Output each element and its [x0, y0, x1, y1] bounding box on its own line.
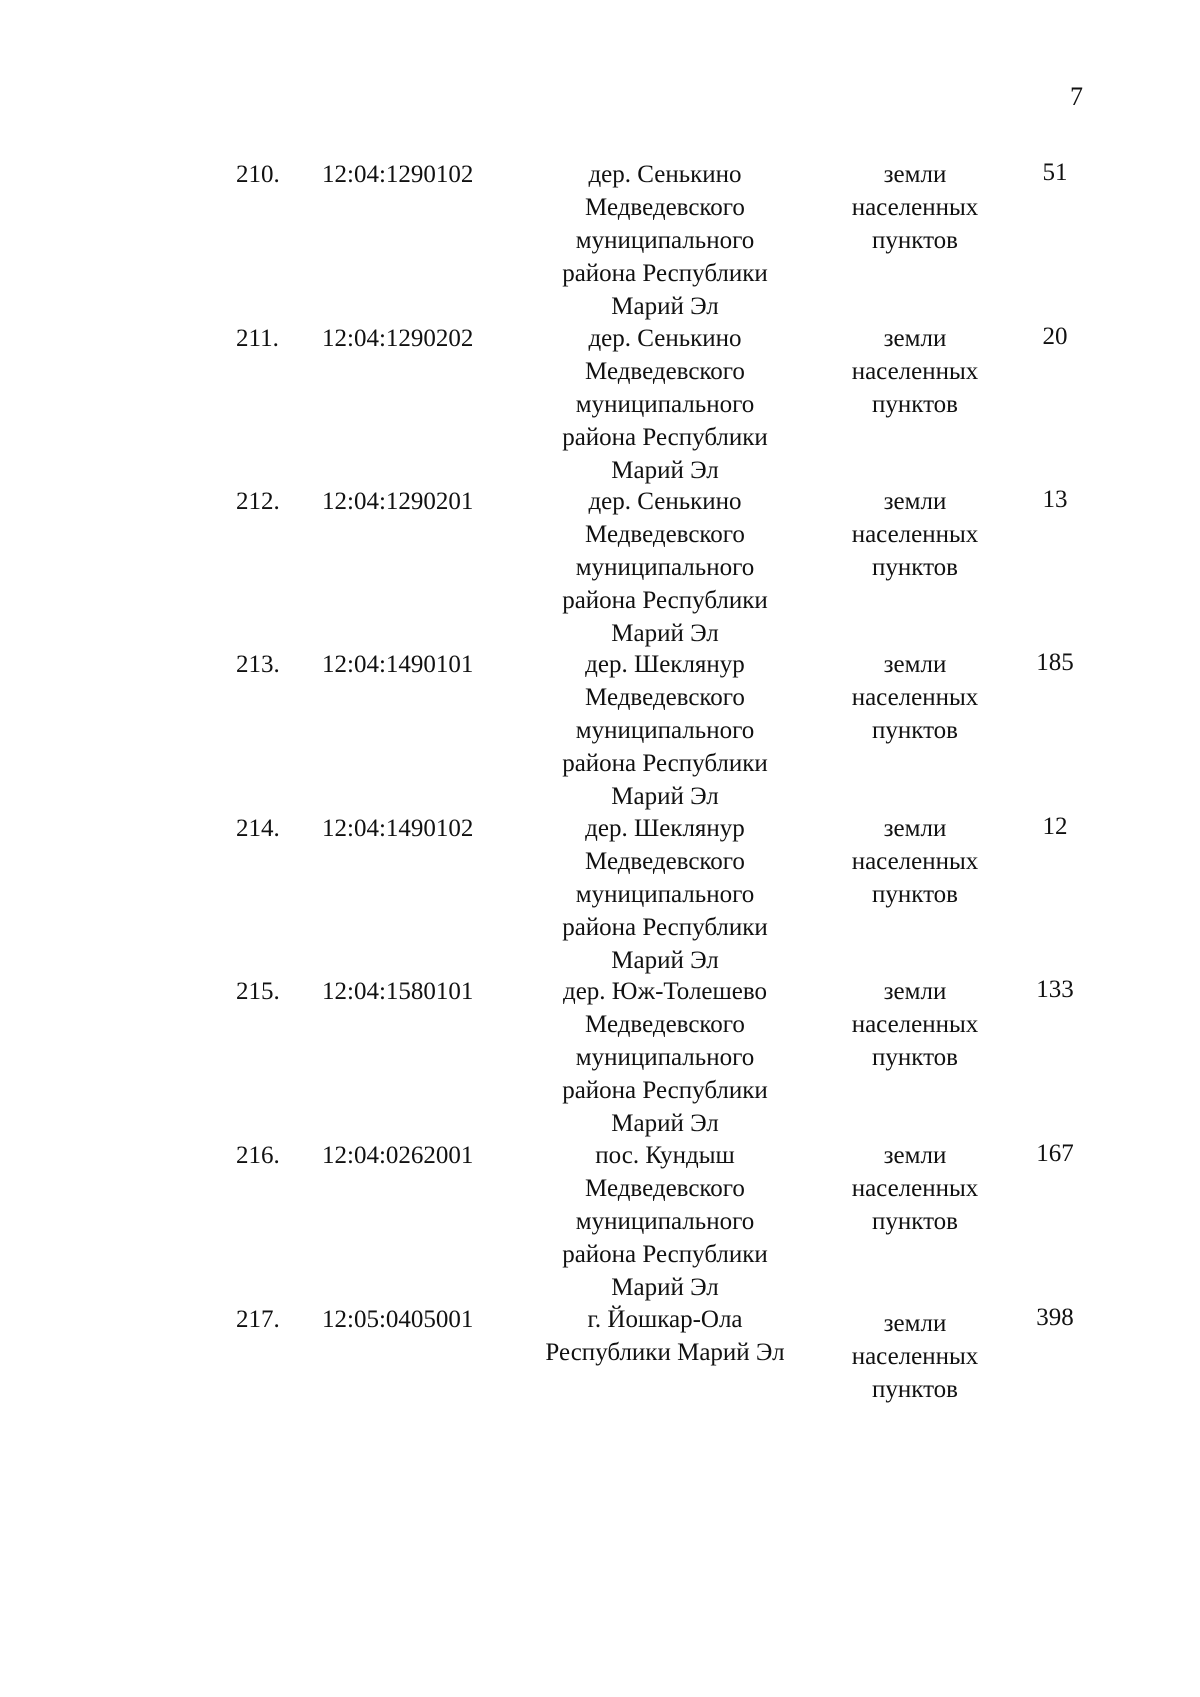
- area-value: 185: [1036, 649, 1074, 676]
- land-category: [820, 1307, 1010, 1406]
- land-category: [820, 158, 1010, 257]
- category-line: населенных: [851, 521, 979, 548]
- row-index: 212.: [236, 488, 280, 515]
- location-line: дер. Шеклянур: [585, 651, 745, 678]
- location: [500, 1303, 830, 1369]
- category-line: пунктов: [872, 1376, 958, 1403]
- cadastral-number: 12:04:1290102: [322, 161, 474, 188]
- category-line: земли: [883, 815, 947, 842]
- category-line: пунктов: [872, 391, 958, 418]
- land-category: [820, 975, 1010, 1074]
- location-line: Медведевского: [585, 194, 745, 221]
- cadastral-number: 12:04:1490102: [322, 815, 474, 842]
- row-index: 216.: [236, 1142, 280, 1169]
- category-line: пунктов: [872, 1208, 958, 1235]
- area-value: 12: [1042, 813, 1068, 840]
- location-line: дер. Сенькино: [588, 488, 742, 515]
- location-line: района Республики: [562, 1241, 768, 1268]
- category-line: населенных: [851, 1175, 979, 1202]
- location-line: Республики Марий Эл: [545, 1339, 785, 1366]
- page-number: 7: [1070, 82, 1083, 111]
- location-line: района Республики: [562, 914, 768, 941]
- location-line: Марий Эл: [611, 783, 719, 810]
- area-value: 51: [1042, 159, 1068, 186]
- location-line: Марий Эл: [611, 1274, 719, 1301]
- cadastral-number: 12:05:0405001: [322, 1306, 474, 1333]
- location: [500, 1139, 830, 1304]
- land-category: [820, 485, 1010, 584]
- location-line: района Республики: [562, 424, 768, 451]
- location-line: муниципального: [575, 881, 755, 908]
- location-line: района Республики: [562, 750, 768, 777]
- location-line: района Республики: [562, 587, 768, 614]
- cadastral-number: 12:04:1290202: [322, 325, 474, 352]
- land-category: [820, 322, 1010, 421]
- location: [500, 648, 830, 813]
- area-value: 133: [1036, 976, 1074, 1003]
- row-index: 211.: [236, 325, 279, 352]
- category-line: населенных: [851, 1011, 979, 1038]
- location-line: Марий Эл: [611, 1110, 719, 1137]
- land-category: [820, 1139, 1010, 1238]
- location: [500, 158, 830, 323]
- location-line: Марий Эл: [611, 620, 719, 647]
- land-category: [820, 812, 1010, 911]
- location-line: дер. Сенькино: [588, 161, 742, 188]
- location-line: муниципального: [575, 391, 755, 418]
- location: [500, 812, 830, 977]
- location-line: Марий Эл: [611, 947, 719, 974]
- row-index: 217.: [236, 1306, 280, 1333]
- location-line: Медведевского: [585, 521, 745, 548]
- location-line: Медведевского: [585, 848, 745, 875]
- category-line: населенных: [851, 358, 979, 385]
- category-line: земли: [883, 651, 947, 678]
- location: [500, 322, 830, 487]
- row-index: 214.: [236, 815, 280, 842]
- location-line: дер. Сенькино: [588, 325, 742, 352]
- location-line: пос. Кундыш: [595, 1142, 735, 1169]
- location: [500, 485, 830, 650]
- category-line: земли: [883, 1310, 947, 1337]
- area-value: 167: [1036, 1140, 1074, 1167]
- location-line: муниципального: [575, 1044, 755, 1071]
- cadastral-number: 12:04:1290201: [322, 488, 474, 515]
- area-value: 20: [1042, 323, 1068, 350]
- category-line: населенных: [851, 684, 979, 711]
- location-line: района Республики: [562, 260, 768, 287]
- category-line: населенных: [851, 848, 979, 875]
- category-line: пунктов: [872, 227, 958, 254]
- location-line: Медведевского: [585, 1175, 745, 1202]
- category-line: земли: [883, 325, 947, 352]
- location-line: Медведевского: [585, 358, 745, 385]
- location-line: Медведевского: [585, 1011, 745, 1038]
- area-value: 398: [1036, 1304, 1074, 1331]
- category-line: земли: [883, 978, 947, 1005]
- category-line: населенных: [851, 1343, 979, 1370]
- land-category: [820, 648, 1010, 747]
- cadastral-number: 12:04:0262001: [322, 1142, 474, 1169]
- location-line: Медведевского: [585, 684, 745, 711]
- location-line: муниципального: [575, 717, 755, 744]
- category-line: пунктов: [872, 554, 958, 581]
- category-line: пунктов: [872, 881, 958, 908]
- location-line: Марий Эл: [611, 293, 719, 320]
- category-line: земли: [883, 1142, 947, 1169]
- location-line: муниципального: [575, 1208, 755, 1235]
- row-index: 215.: [236, 978, 280, 1005]
- location-line: Марий Эл: [611, 457, 719, 484]
- category-line: земли: [883, 488, 947, 515]
- category-line: пунктов: [872, 1044, 958, 1071]
- category-line: пунктов: [872, 717, 958, 744]
- location-line: дер. Шеклянур: [585, 815, 745, 842]
- location-line: муниципального: [575, 554, 755, 581]
- row-index: 213.: [236, 651, 280, 678]
- cadastral-number: 12:04:1580101: [322, 978, 474, 1005]
- location-line: дер. Юж-Толешево: [562, 978, 768, 1005]
- location-line: муниципального: [575, 227, 755, 254]
- location-line: района Республики: [562, 1077, 768, 1104]
- area-value: 13: [1042, 486, 1068, 513]
- category-line: земли: [883, 161, 947, 188]
- location-line: г. Йошкар-Ола: [587, 1306, 743, 1333]
- location: [500, 975, 830, 1140]
- row-index: 210.: [236, 161, 280, 188]
- category-line: населенных: [851, 194, 979, 221]
- cadastral-number: 12:04:1490101: [322, 651, 474, 678]
